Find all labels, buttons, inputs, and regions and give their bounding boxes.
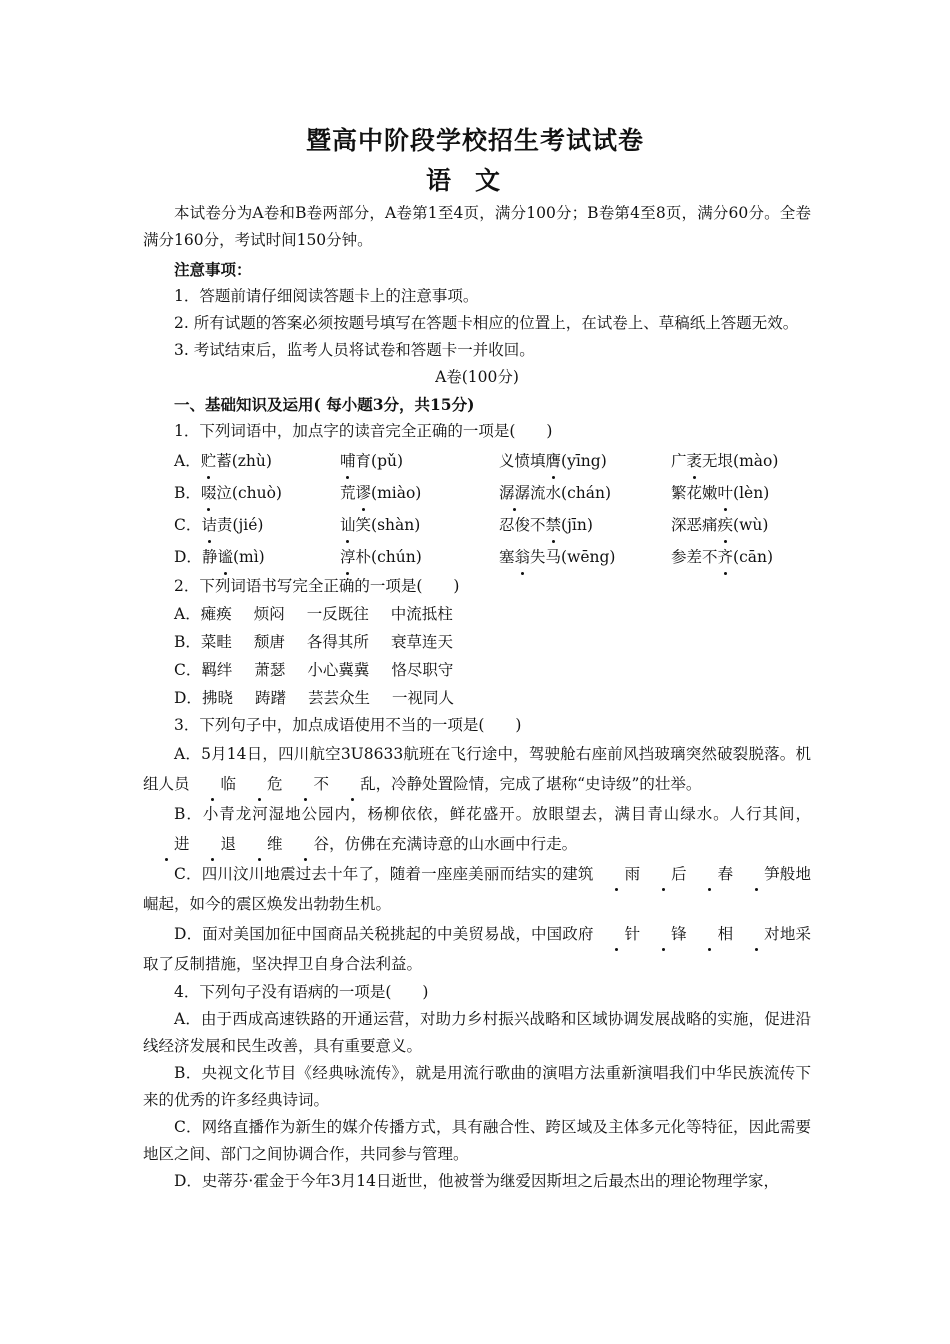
- q1-option-b-4: 繁花嫩叶(lèn): [671, 477, 811, 509]
- q2-option-c: C． 羁绊 萧瑟 小心冀冀 恪尽职守: [174, 661, 454, 679]
- question-3-stem: 3．下列句子中，加点成语使用不当的一项是( ): [174, 716, 522, 734]
- q4-option-d: D．史蒂芬·霍金于今年3月14日逝世，他被誉为继爱因斯坦之后最杰出的理论物理学家，: [174, 1172, 779, 1190]
- q3-idiom-c: 雨 后 春 笋: [594, 865, 780, 883]
- notice-item-2: 2. 所有试题的答案必须按题号填写在答题卡相应的位置上，在试卷上、草稿纸上答题无效。: [174, 314, 799, 332]
- subject-title: [0, 161, 950, 197]
- q1-option-b-2: 荒谬(miào): [340, 477, 499, 509]
- q3-idiom-a: 临 危 不 乱: [190, 775, 376, 793]
- q1-option-d-4: 参差不齐(cān): [671, 541, 811, 573]
- q3-idiom-b: 进 退 维 谷: [143, 835, 329, 853]
- q1-option-b-3: 潺潺流水(chán): [499, 477, 671, 509]
- subject-text: 语文: [425, 166, 524, 195]
- q1-option-c-4: 深恶痛疾(wù): [671, 509, 811, 541]
- notice-item-1: 1．答题前请仔细阅读答题卡上的注意事项。: [174, 287, 479, 305]
- exam-title: 暨高中阶段学校招生考试试卷: [305, 126, 644, 155]
- q1-option-row: [143, 445, 811, 477]
- q1-option-a-2: 哺育(pǔ): [340, 445, 499, 477]
- q3-option-d: D．面对美国加征中国商品关税挑起的中美贸易战，中国政府 针 锋 相 对地采取了反制措施，坚决捍卫自身合法利益。: [143, 919, 811, 979]
- q3-option-b: B．小青龙河湿地公园内，杨柳依依，鲜花盛开。放眼望去，满目青山绿水。人行其间，进 退 维 谷，仿佛在充满诗意的山水画中行走。: [143, 799, 811, 859]
- question-2-stem: 2．下列词语书写完全正确的一项是( ): [174, 577, 460, 595]
- q3-idiom-d: 针 锋 相 对: [594, 925, 780, 943]
- q1-option-d-3: 塞翁失马(wēng): [499, 541, 671, 573]
- q3-option-a: A．5月14日，四川航空3U8633航班在飞行途中，驾驶舱右座前风挡玻璃突然破裂脱落。机组人员 临 危 不 乱，冷静处置险情，完成了堪称“史诗级”的壮举。: [143, 739, 811, 799]
- intro-paragraph: 本试卷分为A卷和B卷两部分，A卷第1至4页，满分100分；B卷第4至8页，满分60分。全卷满分160分，考试时间150分钟。: [143, 204, 811, 249]
- question-4-stem: 4．下列句子没有语病的一项是( ): [174, 983, 429, 1001]
- paper-a-heading: A卷(100分): [435, 368, 519, 386]
- notice-heading: 注意事项：: [174, 260, 252, 279]
- exam-body: [143, 200, 811, 1195]
- q2-option-a: A． 瘫痪 烦闷 一反既往 中流抵柱: [174, 605, 453, 623]
- q1-option-d-1: D．静谧(mì): [174, 541, 340, 573]
- q1-option-c-2: 讪笑(shàn): [340, 509, 499, 541]
- q1-option-a-1: A．贮蓄(zhù): [174, 445, 340, 477]
- question-1-options: [143, 445, 811, 573]
- q1-option-a-4: 广袤无垠(mào): [671, 445, 811, 477]
- q4-option-c: C．网络直播作为新生的媒介传播方式，具有融合性、跨区域及主体多元化等特征，因此需要地区之间、部门之间协调合作，共同参与管理。: [143, 1118, 811, 1163]
- q1-option-d-2: 淳朴(chún): [340, 541, 499, 573]
- q1-option-row: [143, 509, 811, 541]
- notice-item-3: 3. 考试结束后，监考人员将试卷和答题卡一并收回。: [174, 341, 535, 359]
- q1-option-c-1: C．诘责(jié): [174, 509, 340, 541]
- q3-option-c: C．四川汶川地震过去十年了，随着一座座美丽而结实的建筑 雨 后 春 笋般地崛起，如今的震区焕发出勃勃生机。: [143, 859, 811, 919]
- q2-option-b: B． 菜畦 颓唐 各得其所 衰草连天: [174, 633, 453, 651]
- question-1-stem: 1．下列词语中，加点字的读音完全正确的一项是( ): [174, 422, 553, 440]
- section-1-heading: 一、基础知识及运用( 每小题3分，共15分): [174, 395, 475, 414]
- q2-option-d: D． 拂晓 踌躇 芸芸众生 一视同人: [174, 689, 454, 707]
- q1-option-row: [143, 541, 811, 573]
- q1-option-b-1: B．啜泣(chuò): [174, 477, 340, 509]
- q1-option-a-3: 义愤填膺(yīng): [499, 445, 671, 477]
- q1-option-c-3: 忍俊不禁(jīn): [499, 509, 671, 541]
- q4-option-b: B．央视文化节目《经典咏流传》，就是用流行歌曲的演唱方法重新演唱我们中华民族流传下来的优秀的许多经典诗词。: [143, 1064, 811, 1109]
- q4-option-a: A．由于西成高速铁路的开通运营，对助力乡村振兴战略和区域协调发展战略的实施，促进沿线经济发展和民生改善，具有重要意义。: [143, 1010, 811, 1055]
- q1-option-row: [143, 477, 811, 509]
